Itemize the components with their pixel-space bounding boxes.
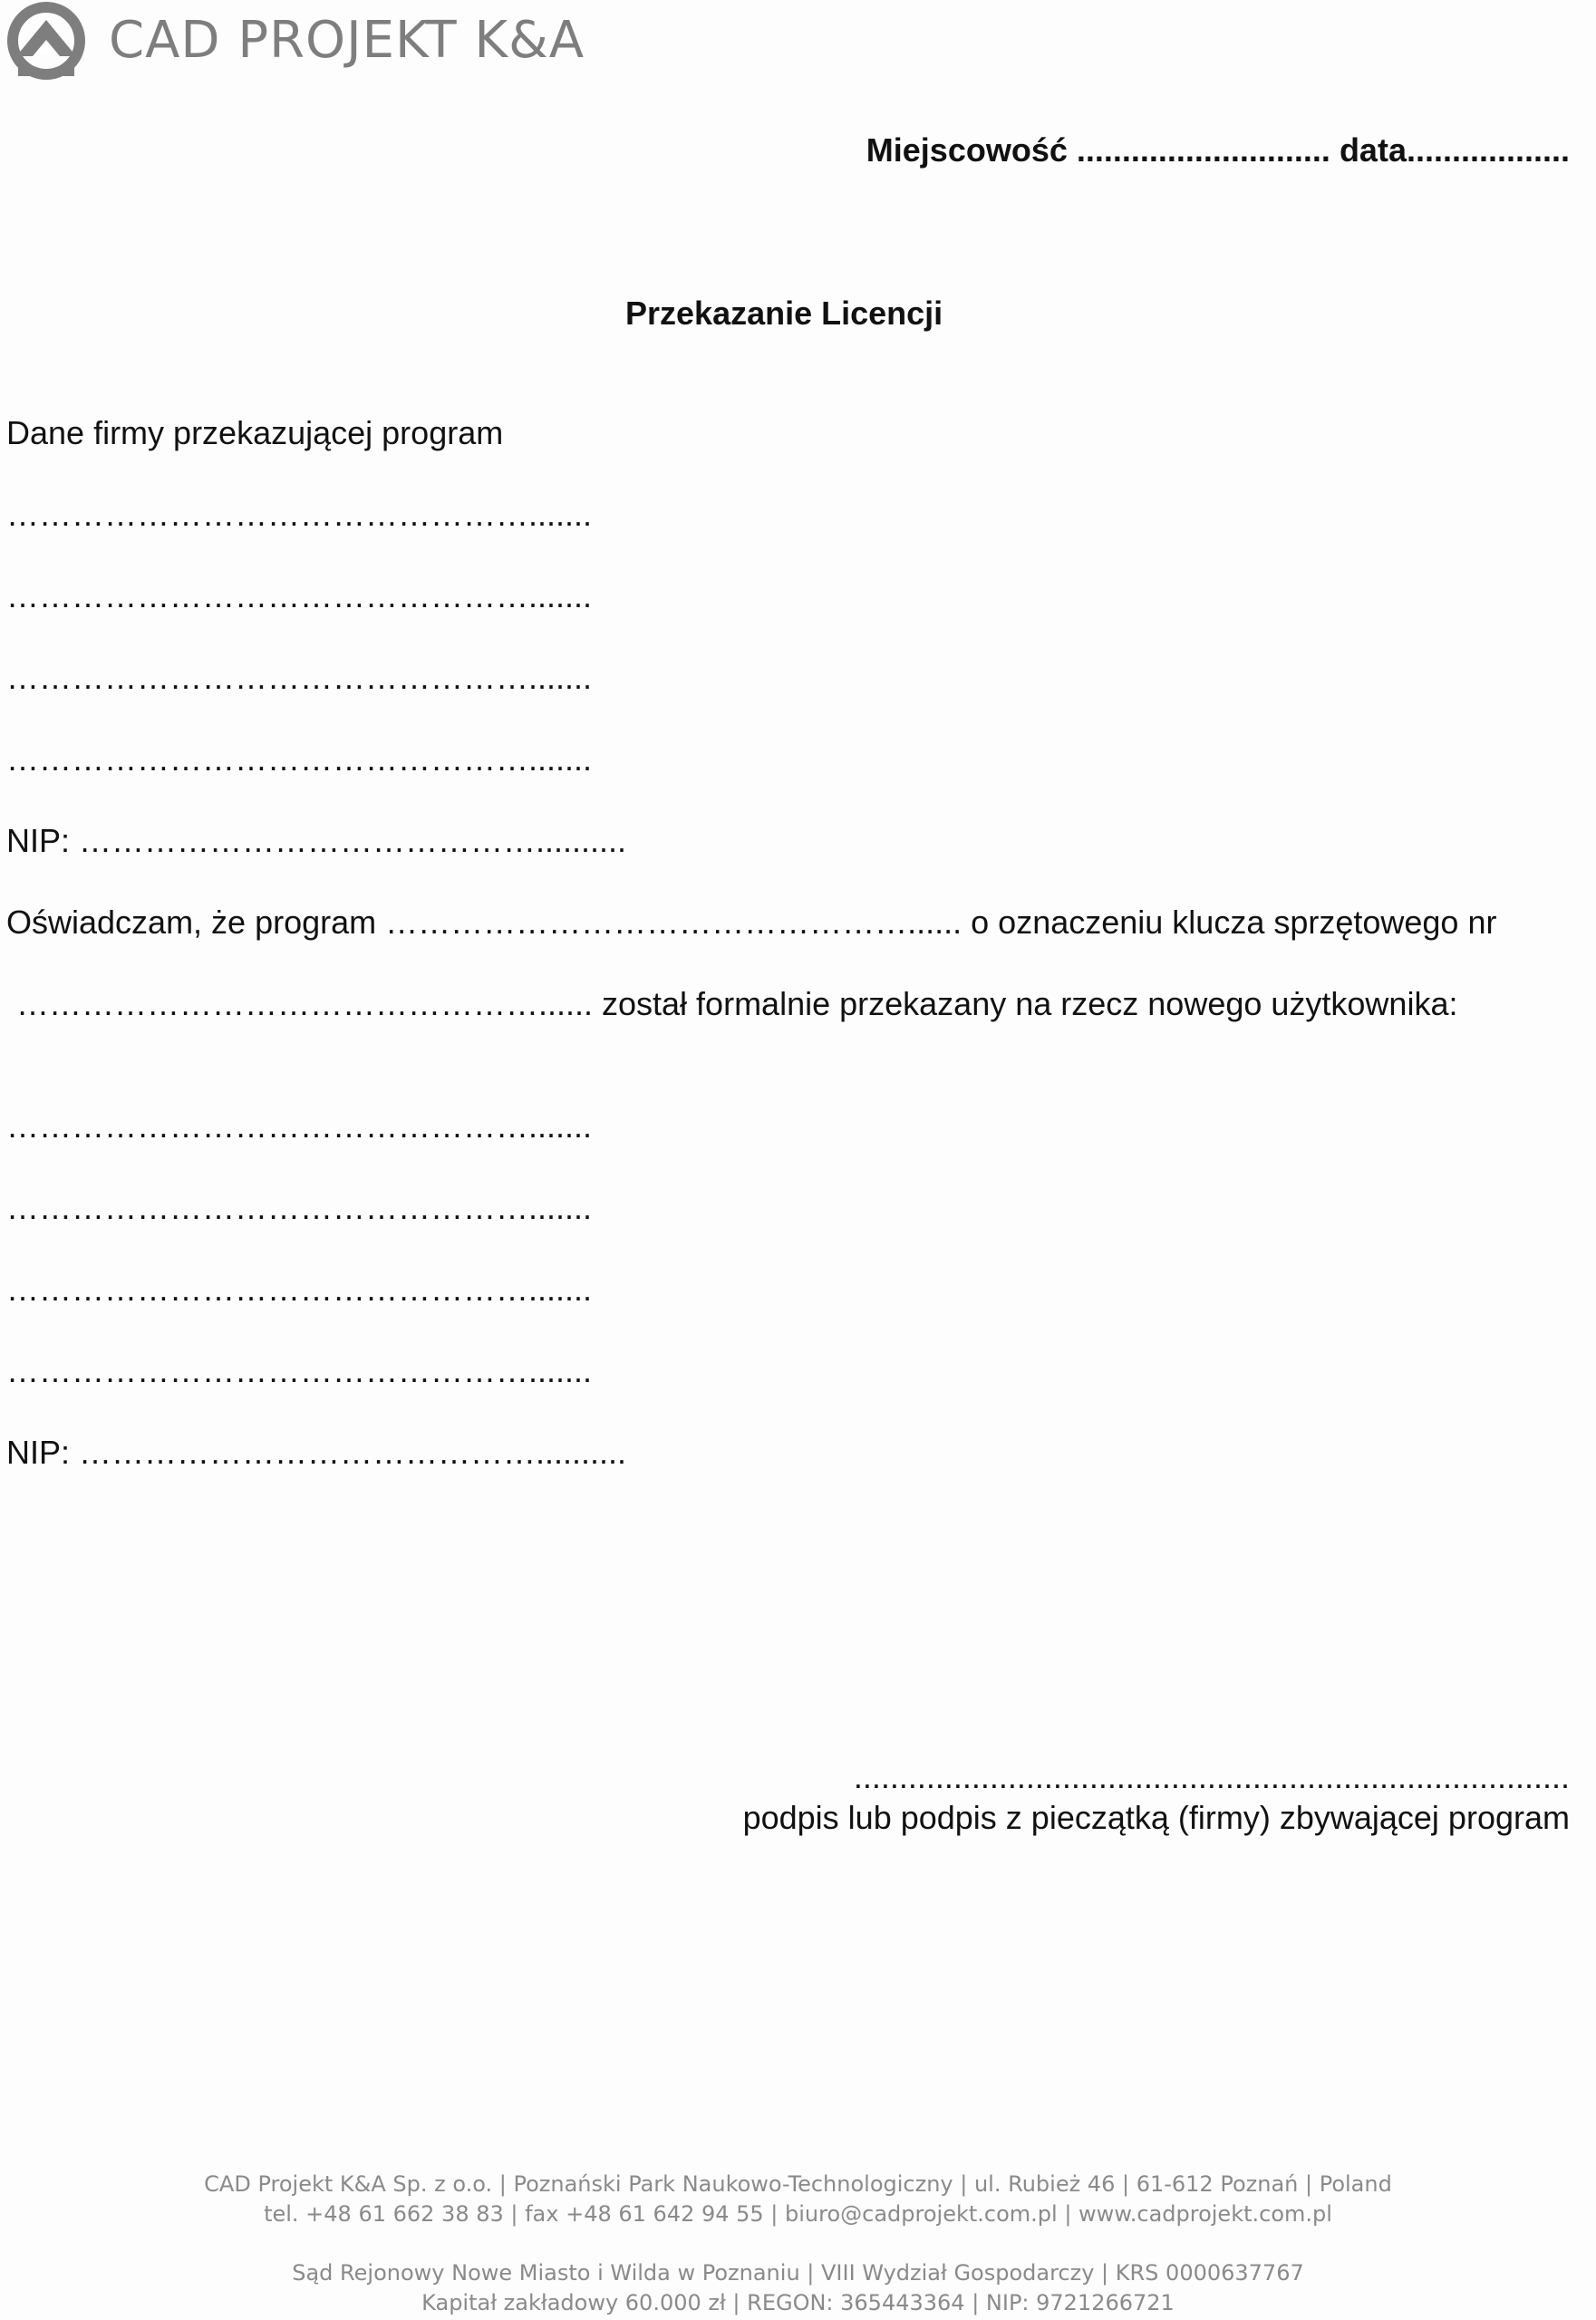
statement-line-1: Oświadczam, że program …………………………………………...... o oznaczeniu klucza sprzętowego nr bbox=[6, 904, 1497, 941]
transferor-line: …………………………………………....... bbox=[6, 740, 593, 778]
document-title: Przekazanie Licencji bbox=[625, 295, 943, 332]
transferor-line: …………………………………………....... bbox=[6, 496, 593, 533]
company-logo bbox=[5, 0, 585, 82]
cad-projekt-logo-icon bbox=[5, 0, 87, 82]
footer-contact bbox=[0, 2170, 1596, 2229]
logo-wordmark: CAD PROJEKT K&A bbox=[109, 11, 585, 70]
recipient-line: …………………………………………....... bbox=[6, 1352, 593, 1389]
transferor-line: …………………………………………....... bbox=[6, 659, 593, 696]
transferor-heading: Dane firmy przekazującej program bbox=[6, 414, 504, 451]
footer-address: CAD Projekt K&A Sp. z o.o. | Poznański Park Naukowo-Technologiczny | ul. Rubież 46 | 61-612 Poznań | Poland bbox=[204, 2171, 1392, 2197]
footer-registry bbox=[0, 2258, 1596, 2318]
transferor-nip: NIP: …………………………………….......... bbox=[6, 822, 627, 859]
recipient-line: …………………………………………....... bbox=[6, 1107, 593, 1145]
signature-label: podpis lub podpis z pieczątką (firmy) zbywającej program bbox=[742, 1799, 1570, 1836]
signature-line: ............................................................................... bbox=[853, 1758, 1570, 1795]
place-date-field: Miejscowość ............................ data.................. bbox=[866, 131, 1570, 169]
transferor-line: …………………………………………....... bbox=[6, 577, 593, 614]
footer-phone-web: tel. +48 61 662 38 83 | fax +48 61 642 94 55 | biuro@cadprojekt.com.pl | www.cadprojekt.com.pl bbox=[264, 2201, 1332, 2227]
footer-court: Sąd Rejonowy Nowe Miasto i Wilda w Poznaniu | VIII Wydział Gospodarczy | KRS 0000637767 bbox=[292, 2260, 1304, 2286]
recipient-line: …………………………………………....... bbox=[6, 1271, 593, 1308]
footer-capital: Kapitał zakładowy 60.000 zł | REGON: 365443364 | NIP: 9721266721 bbox=[421, 2290, 1175, 2315]
recipient-nip: NIP: …………………………………….......... bbox=[6, 1434, 627, 1471]
statement-line-2: …………………………………………...... został formalnie przekazany na rzecz nowego użytkownika: bbox=[16, 985, 1458, 1022]
recipient-line: …………………………………………....... bbox=[6, 1189, 593, 1226]
